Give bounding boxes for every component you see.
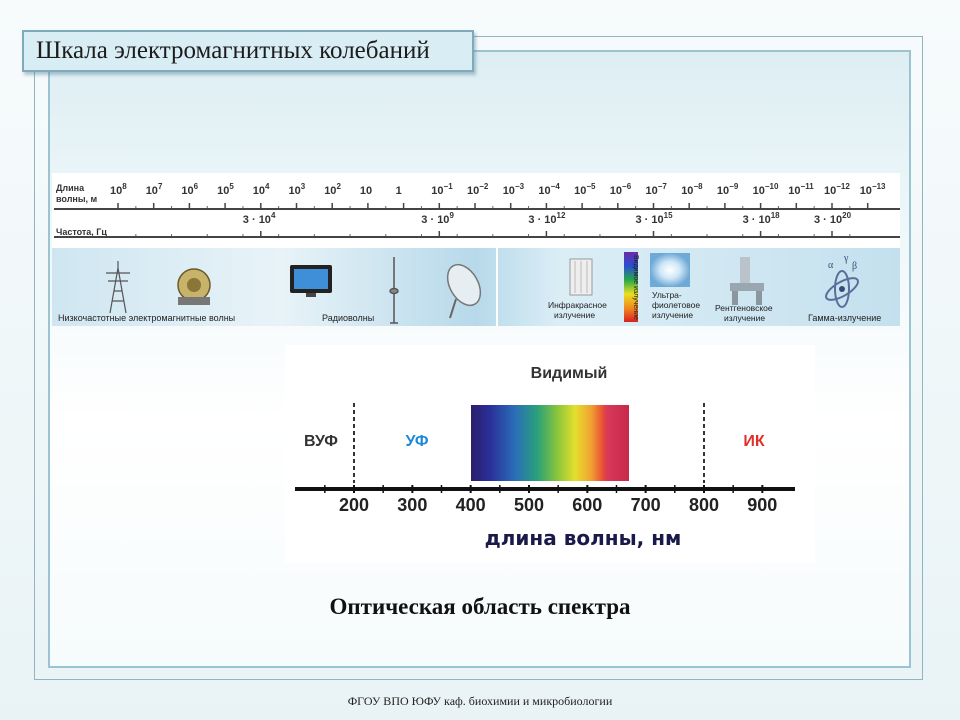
optical-spectrum-diagram [285, 345, 815, 563]
band-label-infrared-2: излучение [554, 310, 596, 320]
em-scale-panel [52, 173, 900, 326]
radiator-icon [570, 259, 592, 295]
wavelength-tick-label: $10^7$ [145, 182, 163, 197]
region-label-ir: ИК [743, 433, 765, 450]
sun-icon [650, 253, 690, 287]
band-label-uv-2: фиолетовое [652, 300, 701, 310]
frequency-tick-label: $3 \cdot 10^{15}$ [635, 211, 673, 226]
nm-tick-label: 600 [572, 495, 603, 515]
optical-spectrum-panel [285, 345, 815, 563]
frequency-tick-label: $3 \cdot 10^4$ [242, 211, 276, 226]
wavelength-tick-label: $10^{-6}$ [609, 182, 632, 197]
band-label-radio: Радиоволны [322, 313, 375, 323]
wavelength-tick-label: $10^{-11}$ [788, 182, 814, 197]
tv-icon [290, 265, 332, 297]
alpha-symbol: α [828, 260, 834, 271]
nm-tick-label: 300 [397, 495, 428, 515]
wavelength-tick-label: $10^8$ [110, 182, 127, 197]
wavelength-tick-label: $10^2$ [324, 182, 341, 197]
wavelength-label-line1: Длина [56, 183, 85, 193]
wavelength-label-line2: волны, м [56, 194, 98, 204]
wavelength-tick-label: $10^{-8}$ [681, 182, 703, 197]
frequency-tick-label: $3 \cdot 10^9$ [421, 211, 454, 226]
band-label-low-frequency: Низкочастотные электромагнитные волны [58, 313, 236, 323]
frequency-tick-group [136, 211, 852, 237]
wavelength-tick-group [110, 182, 886, 209]
frequency-tick-label: $3 \cdot 10^{12}$ [528, 211, 566, 226]
axis-title: длина волны, нм [484, 526, 682, 550]
slide-title-box [22, 30, 474, 72]
wavelength-tick-label: $10^6$ [181, 182, 199, 197]
nm-tick-label: 400 [455, 495, 486, 515]
frequency-label: Частота, Гц [56, 227, 107, 237]
slide-title: Шкала электромагнитных колебаний [36, 37, 430, 64]
band-label-visible: Видимое излучение [632, 255, 639, 320]
wavelength-tick-label: $10^{-1}$ [431, 182, 453, 197]
em-scale-diagram [52, 173, 900, 326]
visible-spectrum-bar [471, 405, 629, 481]
nm-tick-label: 500 [513, 495, 545, 515]
band-label-gamma: Гамма-излучение [808, 313, 882, 323]
band-label-uv-3: излучение [652, 310, 694, 320]
nm-tick-label: 200 [338, 495, 370, 515]
band-label-uv-1: Ультра- [652, 290, 682, 300]
wavelength-tick-label: $10^{-13}$ [859, 182, 886, 197]
band-label-xray-1: Рентгеновское [715, 303, 773, 313]
band-label-infrared-1: Инфракрасное [548, 300, 607, 310]
wavelength-tick-label: 10 [359, 185, 373, 197]
visible-label: Видимый [530, 365, 608, 382]
nm-tick-label: 900 [747, 495, 778, 515]
wavelength-tick-label: $10^{-2}$ [467, 182, 489, 197]
wavelength-tick-label: $10^{-12}$ [824, 182, 850, 197]
wavelength-tick-label: 1 [395, 185, 402, 197]
wavelength-tick-label: $10^{-5}$ [574, 182, 596, 197]
gamma-symbol: γ [844, 253, 849, 264]
frequency-tick-label: $3 \cdot 10^{18}$ [742, 211, 780, 226]
wavelength-tick-label: $10^{-9}$ [716, 182, 739, 197]
region-label-uv: УФ [405, 433, 429, 450]
slide-caption: Оптическая область спектра [329, 594, 631, 619]
wavelength-tick-label: $10^{-10}$ [752, 182, 779, 197]
nm-tick-label: 700 [630, 495, 661, 515]
wavelength-tick-label: $10^5$ [217, 182, 234, 197]
nm-tick-label: 800 [688, 495, 720, 515]
beta-symbol: β [852, 261, 858, 272]
wavelength-tick-label: $10^{-3}$ [502, 182, 525, 197]
wavelength-tick-label: $10^{-4}$ [538, 182, 560, 197]
slide-footer: ФГОУ ВПО ЮФУ каф. биохимии и микробиологии [347, 694, 613, 708]
band-label-xray-2: излучение [724, 313, 766, 323]
wavelength-tick-label: $10^3$ [288, 182, 306, 197]
wavelength-tick-label: $10^{-7}$ [645, 182, 667, 197]
frequency-tick-label: $3 \cdot 10^{20}$ [814, 211, 852, 226]
generator-icon [178, 269, 210, 305]
region-label-vuv: ВУФ [304, 433, 338, 450]
wavelength-tick-label: $10^4$ [252, 182, 270, 197]
